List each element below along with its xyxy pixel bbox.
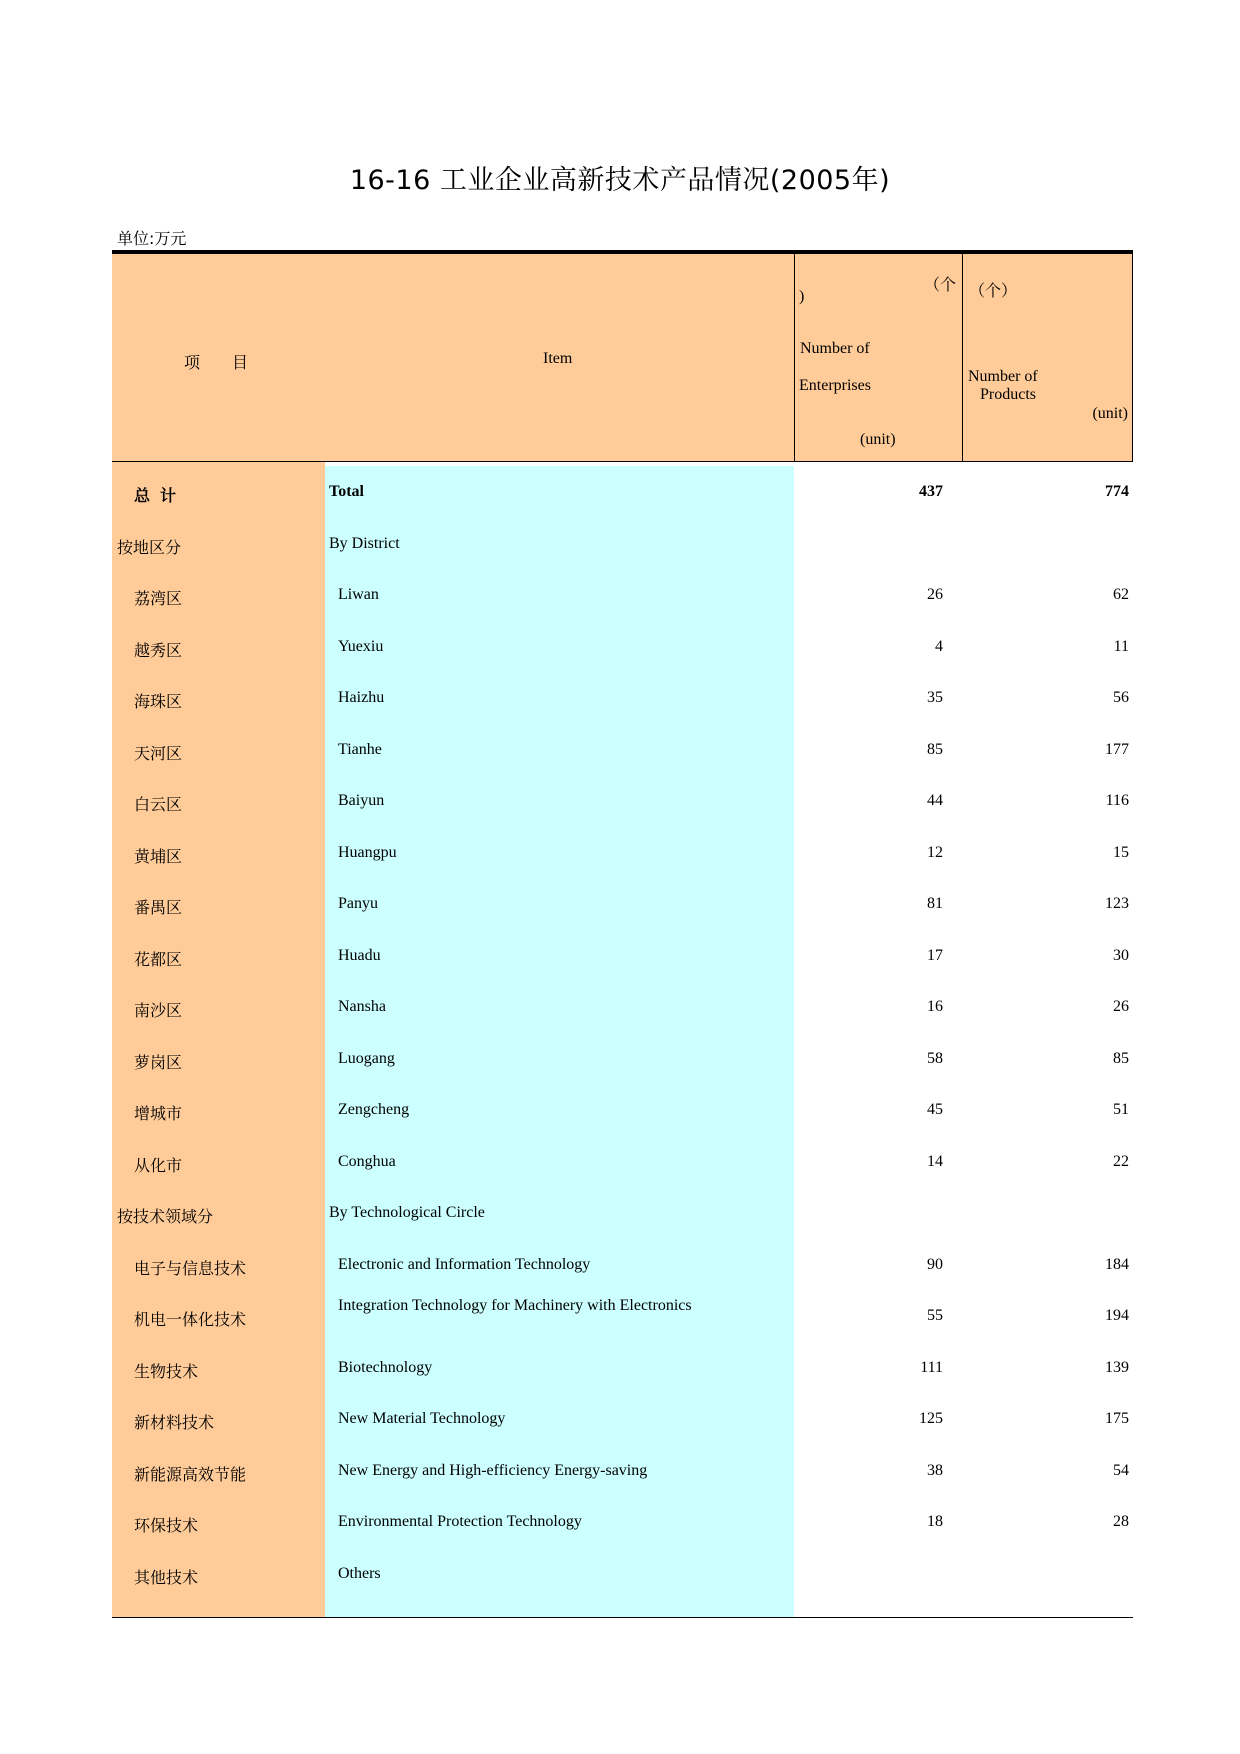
table-row: [112, 1496, 1133, 1548]
page-title: 16-16 工业企业高新技术产品情况(2005年): [349, 165, 891, 196]
row-label-en: Yuexiu: [338, 637, 384, 655]
header-enterprises-cell: [794, 254, 963, 461]
row-label-en: Baiyun: [338, 792, 385, 809]
header-products-unit: (unit): [1092, 405, 1128, 422]
row-products-value: 175: [1105, 1410, 1129, 1427]
row-label-cn: 越秀区: [134, 640, 183, 660]
row-enterprises-value: 437: [919, 483, 943, 500]
row-label-cn: 黄埔区: [134, 846, 183, 866]
header-enterprises-line2: Enterprises: [799, 377, 871, 394]
table-row: [112, 518, 1133, 570]
row-products-value: 62: [1113, 586, 1129, 603]
row-label-en: Environmental Protection Technology: [338, 1513, 582, 1530]
row-products-value: 139: [1105, 1358, 1129, 1376]
table-row: [112, 1239, 1133, 1291]
row-label-cn: 花都区: [134, 949, 183, 969]
row-products-value: 123: [1105, 895, 1129, 912]
row-products-value: 85: [1113, 1049, 1129, 1067]
row-label-cn: 按地区分: [117, 537, 182, 557]
row-label-en: New Material Technology: [338, 1410, 506, 1427]
row-label-en: Huadu: [338, 946, 381, 964]
row-products-value: 22: [1113, 1152, 1129, 1170]
row-label-cn: 萝岗区: [134, 1052, 183, 1072]
row-label-cn: 按技术领域分: [117, 1207, 214, 1226]
row-label-cn: 生物技术: [134, 1361, 199, 1381]
table-row: [112, 878, 1133, 930]
row-enterprises-value: 81: [927, 895, 943, 912]
row-label-cn: 天河区: [134, 743, 183, 763]
table-body: [112, 466, 1133, 1599]
row-enterprises-value: 55: [927, 1307, 943, 1324]
row-enterprises-value: 45: [927, 1101, 943, 1118]
row-label-cn: 海珠区: [134, 692, 183, 711]
header-item-en: Item: [543, 350, 573, 367]
header-products-paren: （个）: [969, 281, 1018, 300]
row-label-cn: 机电一体化技术: [134, 1310, 247, 1329]
row-products-value: 28: [1113, 1513, 1129, 1530]
table-row: [112, 672, 1133, 724]
row-label-en: Electronic and Information Technology: [338, 1255, 591, 1273]
row-label-cn: 其他技术: [134, 1567, 199, 1587]
row-enterprises-value: 26: [927, 586, 943, 603]
table-row: [112, 930, 1133, 982]
row-label-cn: 荔湾区: [134, 589, 183, 608]
row-label-cn: 番禺区: [134, 898, 183, 917]
row-label-cn: 南沙区: [134, 1001, 183, 1020]
row-enterprises-value: 14: [927, 1152, 943, 1170]
header-item-cn-cell: [112, 254, 325, 461]
row-label-cn: 增城市: [134, 1104, 183, 1123]
row-enterprises-value: 35: [927, 689, 943, 706]
row-label-cn: 环保技术: [134, 1516, 199, 1535]
row-enterprises-value: 125: [919, 1410, 943, 1427]
row-label-cn: 电子与信息技术: [134, 1258, 247, 1278]
row-enterprises-value: 44: [927, 792, 943, 809]
header-enterprises-unit: (unit): [860, 431, 896, 448]
table-row: [112, 775, 1133, 827]
row-label-cn: 白云区: [134, 795, 183, 814]
row-label-en: Panyu: [338, 895, 378, 912]
row-enterprises-value: 18: [927, 1513, 943, 1530]
row-label-en: Luogang: [338, 1049, 395, 1067]
row-products-value: 194: [1105, 1307, 1129, 1324]
table-row: [112, 1548, 1133, 1600]
row-enterprises-value: 111: [920, 1358, 943, 1376]
data-table: [112, 250, 1133, 1618]
table-row: [112, 1393, 1133, 1445]
row-label-cn: 新材料技术: [134, 1413, 215, 1432]
table-row: [112, 1445, 1133, 1497]
row-label-cn: 总计: [134, 486, 187, 505]
row-label-en: Integration Technology for Machinery with Electronics: [338, 1297, 692, 1314]
table-row: [112, 621, 1133, 673]
row-label-en: Biotechnology: [338, 1358, 433, 1376]
row-products-value: 56: [1113, 689, 1129, 706]
row-label-en: New Energy and High-efficiency Energy-saving: [338, 1461, 648, 1479]
header-enterprises-line1: Number of: [800, 340, 870, 357]
row-enterprises-value: 38: [927, 1461, 943, 1479]
row-enterprises-value: 4: [935, 637, 943, 655]
row-products-value: 26: [1113, 998, 1129, 1015]
header-item-cn: 项 目: [184, 353, 249, 372]
header-enterprises-paren-close: ): [799, 288, 805, 305]
row-products-value: 15: [1113, 843, 1129, 861]
table-row: [112, 1187, 1133, 1239]
row-label-en: Others: [338, 1564, 381, 1582]
row-products-value: 774: [1105, 483, 1129, 500]
row-products-value: 30: [1113, 946, 1129, 964]
row-label-en: By Technological Circle: [329, 1204, 485, 1221]
table-row: [112, 466, 1133, 518]
row-products-value: 184: [1105, 1255, 1129, 1273]
row-enterprises-value: 58: [927, 1049, 943, 1067]
row-label-en: By District: [329, 534, 400, 552]
table-row: [112, 1084, 1133, 1136]
row-products-value: 116: [1105, 792, 1129, 809]
table-row: [112, 1290, 1133, 1342]
unit-label: 单位:万元: [117, 229, 187, 248]
row-enterprises-value: 90: [927, 1255, 943, 1273]
row-label-en: Tianhe: [338, 740, 382, 758]
row-label-cn: 从化市: [134, 1155, 183, 1175]
row-enterprises-value: 85: [927, 740, 943, 758]
row-label-en: Zengcheng: [338, 1101, 410, 1118]
row-enterprises-value: 12: [927, 843, 943, 861]
table-row: [112, 724, 1133, 776]
header-products-line2: Products: [980, 386, 1036, 403]
row-label-en: Haizhu: [338, 689, 385, 706]
row-label-en: Liwan: [338, 586, 379, 603]
header-products-line1: Number of: [968, 368, 1038, 385]
table-row: [112, 981, 1133, 1033]
table-row: [112, 1136, 1133, 1188]
table-row: [112, 569, 1133, 621]
row-label-en: Total: [329, 483, 364, 500]
row-label-en: Conghua: [338, 1152, 396, 1170]
header-enterprises-paren-open: （个: [923, 275, 956, 294]
table-header: [112, 254, 1133, 462]
row-label-en: Nansha: [338, 998, 386, 1015]
row-label-en: Huangpu: [338, 843, 397, 861]
table-row: [112, 1342, 1133, 1394]
row-products-value: 177: [1105, 740, 1129, 758]
row-enterprises-value: 16: [927, 998, 943, 1015]
row-products-value: 54: [1113, 1461, 1129, 1479]
header-products-cell: [963, 254, 1133, 461]
row-label-cn: 新能源高效节能: [134, 1464, 247, 1484]
row-enterprises-value: 17: [927, 946, 943, 964]
row-products-value: 11: [1113, 637, 1129, 655]
table-row: [112, 827, 1133, 879]
row-products-value: 51: [1113, 1101, 1129, 1118]
header-item-en-cell: [325, 254, 794, 461]
table-row: [112, 1033, 1133, 1085]
